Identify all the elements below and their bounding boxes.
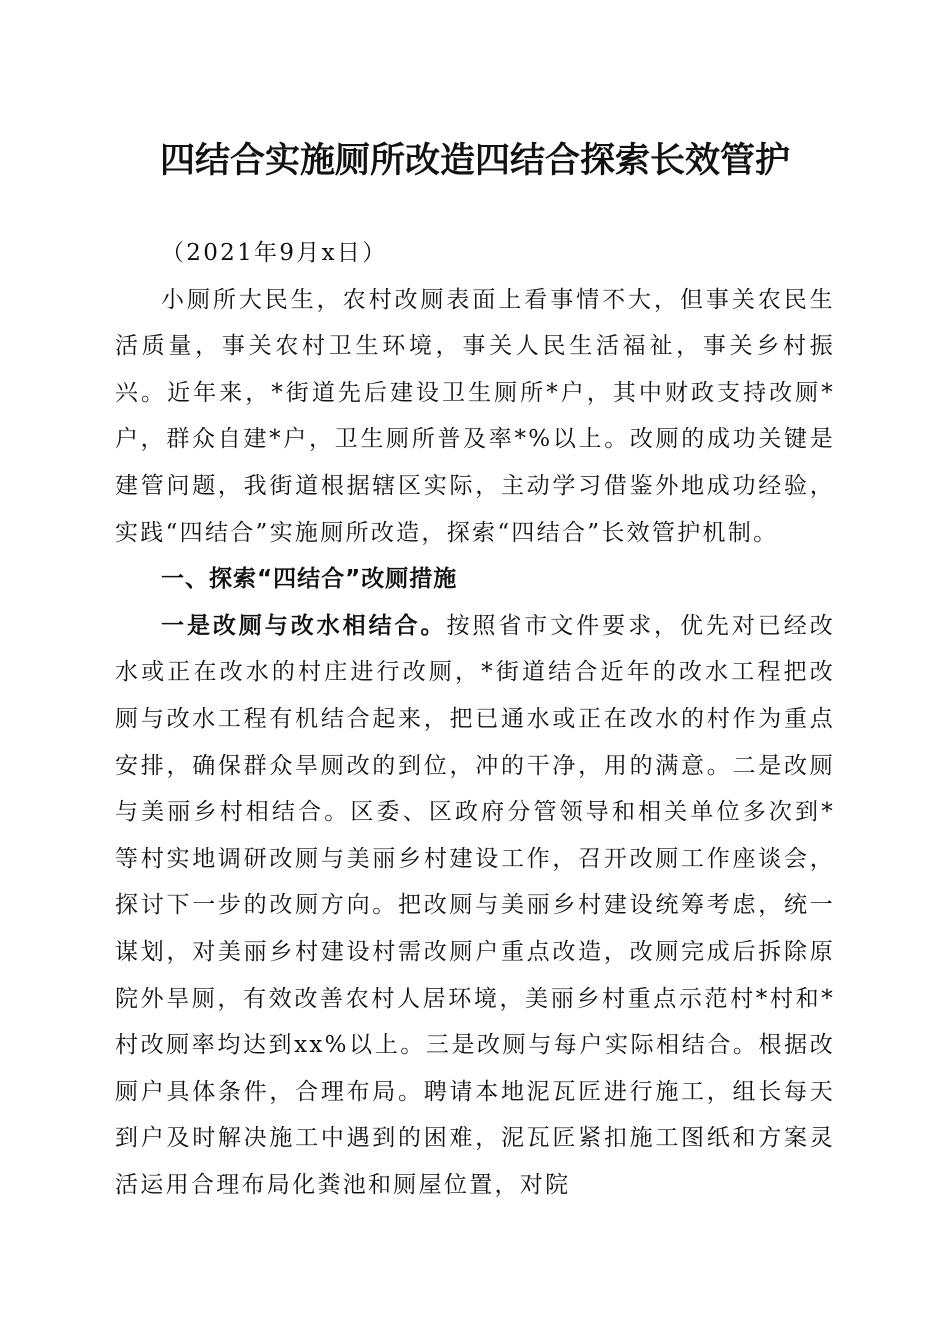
document-date: （2021年9月x日） bbox=[161, 240, 388, 266]
document-title: 四结合实施厕所改造四结合探索长效管护 bbox=[159, 140, 790, 181]
intro-paragraph: 小厕所大民生，农村改厕表面上看事情不大，但事关农民生活质量，事关农村卫生环境，事关人民生活福祉，事关乡村振兴。近年来，*街道先后建设卫生厕所*户，其中财政支持改厕*户，群众自建*户，卫生厕所普及率*%以上。改厕的成功关键是建管问题，我街道根据辖区实际，主动学习借鉴外地成功经验，实践“四结合”实施厕所改造，探索“四结合”长效管护机制。 bbox=[115, 286, 835, 546]
section-body-text: 按照省市文件要求，优先对已经改水或正在改水的村庄进行改厕，*街道结合近年的改水工程把改厕与改水工程有机结合起来，把已通水或正在改水的村作为重点安排，确保群众旱厕改的到位，冲的干净，用的满意。二是改厕与美丽乡村相结合。区委、区政府分管领导和相关单位多次到*等村实地调研改厕与美丽乡村建设工作，召开改厕工作座谈会，探讨下一步的改厕方向。把改厕与美丽乡村建设统筹考虑，统一谋划，对美丽乡村建设村需改厕户重点改造，改厕完成后拆除原院外旱厕，有效改善农村人居环境，美丽乡村重点示范村*村和*村改厕率均达到xx%以上。三是改厕与每户实际相结合。根据改厕户具体条件，合理布局。聘请本地泥瓦匠进行施工，组长每天到户及时解决施工中遇到的困难，泥瓦匠紧扣施工图纸和方案灵活运用合理布局化粪池和厕屋位置，对院 bbox=[115, 612, 836, 1198]
section-lead-phrase: 一是改厕与改水相结合。 bbox=[161, 611, 447, 639]
document-body bbox=[115, 230, 835, 1208]
section-heading: 一、探索“四结合”改厕措施 bbox=[161, 566, 458, 593]
section-paragraph bbox=[115, 603, 835, 1209]
